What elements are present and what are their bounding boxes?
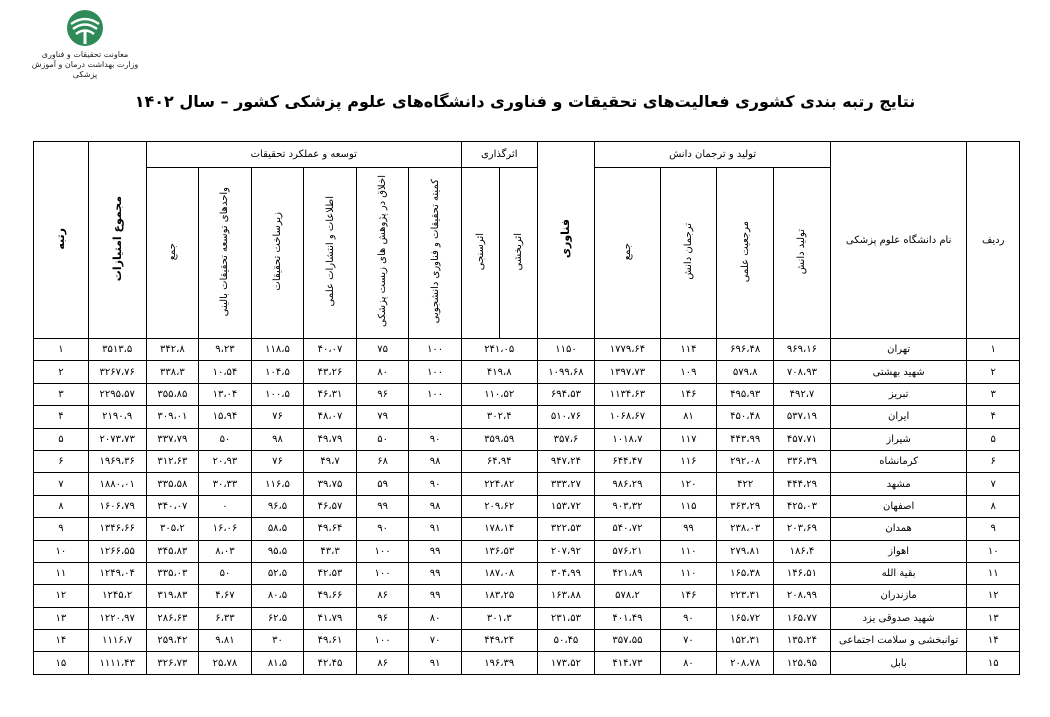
cell-sum-development: ۳۲۶،۷۳ (146, 652, 199, 674)
cell-rank: ۹ (34, 518, 89, 540)
header-scientific-reference (717, 168, 774, 339)
cell-knowledge-translation: ۷۰ (660, 630, 717, 652)
cell-rank: ۱۰ (34, 540, 89, 562)
cell-total: ۱۱۱۱،۴۳ (88, 652, 146, 674)
cell-total: ۱۲۴۹،۰۴ (88, 562, 146, 584)
table-row (34, 540, 1020, 562)
cell-knowledge-translation: ۸۱ (660, 406, 717, 428)
cell-ethics: ۵۹ (356, 473, 409, 495)
header-group-impact: اثرگذاری (461, 142, 537, 168)
header-knowledge-production-label: تولید دانش (796, 228, 808, 275)
cell-info-publications: ۴۳،۲۶ (304, 361, 357, 383)
cell-name: اهواز (830, 540, 967, 562)
cell-scientific-reference: ۴۹۵،۹۳ (717, 383, 774, 405)
cell-infrastructure: ۱۱۸،۵ (251, 339, 304, 361)
cell-rank: ۱۲ (34, 585, 89, 607)
cell-clinical-units: ۱۳،۰۴ (199, 383, 252, 405)
cell-name: بقیة الله (830, 562, 967, 584)
cell-knowledge-translation: ۸۰ (660, 652, 717, 674)
cell-student-committee: ۹۹ (409, 585, 462, 607)
cell-knowledge-production: ۱۶۵،۷۷ (774, 607, 831, 629)
cell-knowledge-production: ۴۹۲،۷ (774, 383, 831, 405)
cell-ethics: ۹۶ (356, 607, 409, 629)
table-row (34, 562, 1020, 584)
cell-scientific-reference: ۴۴۳،۹۹ (717, 428, 774, 450)
header-impact-measure (461, 168, 499, 339)
cell-scientific-reference: ۱۶۵،۳۸ (717, 562, 774, 584)
cell-knowledge-production: ۴۲۵،۰۳ (774, 495, 831, 517)
cell-clinical-units: ۱۶،۰۶ (199, 518, 252, 540)
ranking-table (33, 141, 1020, 675)
cell-rank: ۱۳ (34, 607, 89, 629)
cell-clinical-units: ۳۰،۳۳ (199, 473, 252, 495)
cell-technology: ۹۴۷،۲۴ (537, 450, 595, 472)
cell-info-publications: ۴۹،۷۹ (304, 428, 357, 450)
cell-technology: ۱۶۳،۸۸ (537, 585, 595, 607)
cell-radif: ۵ (967, 428, 1020, 450)
cell-infrastructure: ۷۶ (251, 450, 304, 472)
cell-impact-measure: ۱۹۶،۳۹ (461, 652, 537, 674)
header-total-label: مجموع امتیازات (110, 195, 124, 282)
cell-knowledge-production: ۱۸۶،۴ (774, 540, 831, 562)
cell-technology: ۱۰۹۹،۶۸ (537, 361, 595, 383)
cell-rank: ۵ (34, 428, 89, 450)
cell-name: همدان (830, 518, 967, 540)
cell-radif: ۱۵ (967, 652, 1020, 674)
cell-sum-development: ۳۴۲،۸ (146, 339, 199, 361)
cell-knowledge-production: ۹۶۹،۱۶ (774, 339, 831, 361)
tree-logo-icon (63, 8, 107, 48)
cell-scientific-reference: ۱۶۵،۷۲ (717, 607, 774, 629)
cell-radif: ۹ (967, 518, 1020, 540)
cell-name: شهید بهشتی (830, 361, 967, 383)
cell-radif: ۱۴ (967, 630, 1020, 652)
cell-knowledge-translation: ۱۴۶ (660, 383, 717, 405)
cell-knowledge-production: ۵۳۷،۱۹ (774, 406, 831, 428)
cell-infrastructure: ۱۰۰،۵ (251, 383, 304, 405)
table-row (34, 607, 1020, 629)
cell-student-committee: ۱۰۰ (409, 361, 462, 383)
cell-technology: ۳۰۴،۹۹ (537, 562, 595, 584)
cell-sum-knowledge: ۱۰۶۸،۶۷ (595, 406, 660, 428)
cell-ethics: ۷۹ (356, 406, 409, 428)
header-ethics (356, 168, 409, 339)
cell-scientific-reference: ۴۵۰،۴۸ (717, 406, 774, 428)
cell-impact-measure: ۲۲۴،۸۲ (461, 473, 537, 495)
header-effectiveness-label: اثربخشی (512, 232, 524, 271)
cell-total: ۲۲۹۵،۵۷ (88, 383, 146, 405)
cell-sum-knowledge: ۳۵۷،۵۵ (595, 630, 660, 652)
cell-total: ۱۱۱۶،۷ (88, 630, 146, 652)
cell-student-committee: ۹۰ (409, 428, 462, 450)
cell-info-publications: ۴۹،۷ (304, 450, 357, 472)
header-infrastructure (251, 168, 304, 339)
header-technology (537, 142, 595, 339)
cell-total: ۱۳۴۶،۶۶ (88, 518, 146, 540)
cell-clinical-units: ۰ (199, 495, 252, 517)
cell-name: شیراز (830, 428, 967, 450)
cell-knowledge-translation: ۱۱۵ (660, 495, 717, 517)
cell-name: تبریز (830, 383, 967, 405)
cell-total: ۲۰۷۳،۷۳ (88, 428, 146, 450)
cell-radif: ۶ (967, 450, 1020, 472)
ministry-logo (20, 8, 150, 79)
cell-knowledge-translation: ۱۱۶ (660, 450, 717, 472)
cell-scientific-reference: ۱۵۲،۳۱ (717, 630, 774, 652)
cell-sum-knowledge: ۴۱۴،۷۳ (595, 652, 660, 674)
cell-total: ۱۲۶۶،۵۵ (88, 540, 146, 562)
cell-name: مازندران (830, 585, 967, 607)
header-effectiveness (499, 168, 537, 339)
cell-sum-knowledge: ۵۴۰،۷۲ (595, 518, 660, 540)
cell-sum-development: ۳۰۵،۲ (146, 518, 199, 540)
cell-infrastructure: ۵۸،۵ (251, 518, 304, 540)
table-row (34, 585, 1020, 607)
header-info-publications-label: اطلاعات و انتشارات علمی (324, 196, 336, 307)
cell-sum-development: ۳۱۹،۸۳ (146, 585, 199, 607)
cell-ethics: ۱۰۰ (356, 540, 409, 562)
cell-total: ۳۲۶۷،۷۶ (88, 361, 146, 383)
cell-name: ایران (830, 406, 967, 428)
cell-scientific-reference: ۲۰۸،۷۸ (717, 652, 774, 674)
cell-rank: ۱ (34, 339, 89, 361)
cell-technology: ۱۵۳،۷۲ (537, 495, 595, 517)
cell-ethics: ۹۰ (356, 518, 409, 540)
cell-knowledge-production: ۱۳۵،۲۴ (774, 630, 831, 652)
cell-student-committee: ۱۰۰ (409, 383, 462, 405)
cell-technology: ۳۵۷،۶ (537, 428, 595, 450)
logo-line-1: معاونت تحقیقات و فناوری (41, 50, 129, 59)
cell-sum-development: ۳۰۹،۰۱ (146, 406, 199, 428)
cell-total: ۱۲۲۰،۹۷ (88, 607, 146, 629)
table-row (34, 652, 1020, 674)
cell-radif: ۷ (967, 473, 1020, 495)
cell-clinical-units: ۶،۳۳ (199, 607, 252, 629)
cell-name: شهید صدوقی یزد (830, 607, 967, 629)
cell-total: ۱۹۶۹،۳۶ (88, 450, 146, 472)
cell-radif: ۱۳ (967, 607, 1020, 629)
table-row (34, 361, 1020, 383)
cell-rank: ۳ (34, 383, 89, 405)
header-knowledge-production (774, 168, 831, 339)
cell-rank: ۱۵ (34, 652, 89, 674)
cell-impact-measure: ۴۴۹،۲۴ (461, 630, 537, 652)
cell-info-publications: ۳۹،۷۵ (304, 473, 357, 495)
cell-infrastructure: ۱۱۶،۵ (251, 473, 304, 495)
cell-knowledge-production: ۱۲۵،۹۵ (774, 652, 831, 674)
cell-infrastructure: ۹۸ (251, 428, 304, 450)
cell-knowledge-translation: ۱۱۰ (660, 562, 717, 584)
table-row (34, 383, 1020, 405)
table-row (34, 406, 1020, 428)
cell-knowledge-production: ۷۰۸،۹۳ (774, 361, 831, 383)
cell-scientific-reference: ۶۹۶،۴۸ (717, 339, 774, 361)
cell-sum-knowledge: ۱۷۷۹،۶۴ (595, 339, 660, 361)
cell-radif: ۳ (967, 383, 1020, 405)
cell-info-publications: ۴۹،۶۶ (304, 585, 357, 607)
cell-student-committee: ۹۱ (409, 518, 462, 540)
table-row (34, 428, 1020, 450)
header-rank (34, 142, 89, 339)
cell-infrastructure: ۱۰۴،۵ (251, 361, 304, 383)
cell-impact-measure: ۳۰۲،۴ (461, 406, 537, 428)
cell-info-publications: ۴۸،۰۷ (304, 406, 357, 428)
cell-clinical-units: ۹،۲۳ (199, 339, 252, 361)
header-ethics-label: اخلاق در پژوهش های زیست پزشکی (377, 175, 389, 328)
cell-info-publications: ۴۲،۴۵ (304, 652, 357, 674)
cell-impact-measure: ۶۴،۹۴ (461, 450, 537, 472)
cell-clinical-units: ۴،۶۷ (199, 585, 252, 607)
header-sum-knowledge-label: جمع (621, 242, 633, 261)
cell-scientific-reference: ۲۷۹،۸۱ (717, 540, 774, 562)
cell-clinical-units: ۱۰،۵۴ (199, 361, 252, 383)
cell-impact-measure: ۲۴۱،۰۵ (461, 339, 537, 361)
cell-rank: ۱۱ (34, 562, 89, 584)
cell-infrastructure: ۸۰،۵ (251, 585, 304, 607)
cell-info-publications: ۴۱،۷۹ (304, 607, 357, 629)
cell-scientific-reference: ۲۹۲،۰۸ (717, 450, 774, 472)
cell-sum-knowledge: ۱۳۹۷،۷۳ (595, 361, 660, 383)
cell-technology: ۳۲۲،۵۳ (537, 518, 595, 540)
cell-impact-measure: ۱۱۰،۵۲ (461, 383, 537, 405)
cell-knowledge-production: ۴۵۷،۷۱ (774, 428, 831, 450)
cell-rank: ۱۴ (34, 630, 89, 652)
cell-impact-measure: ۱۸۷،۰۸ (461, 562, 537, 584)
cell-ethics: ۷۵ (356, 339, 409, 361)
cell-technology: ۵۱۰،۷۶ (537, 406, 595, 428)
cell-radif: ۱ (967, 339, 1020, 361)
cell-student-committee: ۱۰۰ (409, 339, 462, 361)
table-row (34, 450, 1020, 472)
cell-sum-development: ۳۳۸،۳ (146, 361, 199, 383)
header-clinical-units (199, 168, 252, 339)
cell-scientific-reference: ۳۶۳،۲۹ (717, 495, 774, 517)
cell-knowledge-translation: ۱۱۴ (660, 339, 717, 361)
cell-rank: ۶ (34, 450, 89, 472)
header-infrastructure-label: زیرساخت تحقیقات (271, 212, 283, 291)
cell-impact-measure: ۴۱۹،۸ (461, 361, 537, 383)
cell-total: ۱۲۴۵،۲ (88, 585, 146, 607)
cell-sum-knowledge: ۴۲۱،۸۹ (595, 562, 660, 584)
cell-sum-knowledge: ۵۷۶،۲۱ (595, 540, 660, 562)
header-student-committee (409, 168, 462, 339)
cell-infrastructure: ۷۶ (251, 406, 304, 428)
cell-info-publications: ۴۶،۵۷ (304, 495, 357, 517)
cell-infrastructure: ۹۵،۵ (251, 540, 304, 562)
cell-name: توانبخشی و سلامت اجتماعی (830, 630, 967, 652)
cell-technology: ۱۷۳،۵۲ (537, 652, 595, 674)
cell-sum-knowledge: ۱۰۱۸،۷ (595, 428, 660, 450)
cell-clinical-units: ۵۰ (199, 428, 252, 450)
cell-info-publications: ۴۲،۵۳ (304, 562, 357, 584)
page-title: نتایج رتبه بندی کشوری فعالیت‌های تحقیقات و فناوری دانشگاه‌های علوم پزشکی کشور – سال ۱۴۰۲ (134, 92, 916, 111)
cell-ethics: ۹۹ (356, 495, 409, 517)
cell-clinical-units: ۱۵،۹۴ (199, 406, 252, 428)
cell-total: ۲۱۹۰،۹ (88, 406, 146, 428)
cell-impact-measure: ۳۵۹،۵۹ (461, 428, 537, 450)
cell-knowledge-translation: ۹۰ (660, 607, 717, 629)
header-knowledge-translation (660, 168, 717, 339)
cell-clinical-units: ۸،۰۳ (199, 540, 252, 562)
cell-impact-measure: ۱۳۶،۵۳ (461, 540, 537, 562)
cell-total: ۱۶۰۶،۷۹ (88, 495, 146, 517)
cell-radif: ۱۰ (967, 540, 1020, 562)
header-sum-knowledge (595, 168, 660, 339)
cell-technology: ۲۰۷،۹۲ (537, 540, 595, 562)
cell-scientific-reference: ۵۷۹،۸ (717, 361, 774, 383)
header-sum-development-label: جمع (166, 242, 178, 261)
cell-info-publications: ۴۳،۳ (304, 540, 357, 562)
cell-technology: ۱۱۵۰ (537, 339, 595, 361)
header-technology-label: فناوری (559, 218, 573, 259)
cell-sum-development: ۳۳۵،۵۸ (146, 473, 199, 495)
cell-radif: ۱۱ (967, 562, 1020, 584)
cell-sum-knowledge: ۹۸۶،۲۹ (595, 473, 660, 495)
cell-student-committee: ۹۹ (409, 540, 462, 562)
cell-radif: ۲ (967, 361, 1020, 383)
header-impact-measure-label: اثرسنجی (474, 232, 486, 271)
cell-ethics: ۱۰۰ (356, 630, 409, 652)
cell-knowledge-production: ۲۰۸،۹۹ (774, 585, 831, 607)
cell-name: اصفهان (830, 495, 967, 517)
cell-info-publications: ۴۶،۳۱ (304, 383, 357, 405)
cell-impact-measure: ۳۰۱،۳ (461, 607, 537, 629)
cell-total: ۱۸۸۰،۰۱ (88, 473, 146, 495)
cell-infrastructure: ۶۲،۵ (251, 607, 304, 629)
header-sum-development (146, 168, 199, 339)
header-rank-label: رتبه (54, 227, 68, 250)
cell-knowledge-production: ۳۳۶،۳۹ (774, 450, 831, 472)
cell-knowledge-production: ۲۰۳،۶۹ (774, 518, 831, 540)
header-group-development: توسعه و عملکرد تحقیقات (146, 142, 461, 168)
cell-sum-development: ۳۴۰،۰۷ (146, 495, 199, 517)
cell-knowledge-production: ۱۴۶،۵۱ (774, 562, 831, 584)
cell-infrastructure: ۳۰ (251, 630, 304, 652)
cell-sum-development: ۳۳۷،۷۹ (146, 428, 199, 450)
cell-name: تهران (830, 339, 967, 361)
cell-student-committee: ۹۱ (409, 652, 462, 674)
cell-ethics: ۵۰ (356, 428, 409, 450)
table-row (34, 473, 1020, 495)
cell-scientific-reference: ۲۲۳،۳۱ (717, 585, 774, 607)
cell-rank: ۴ (34, 406, 89, 428)
cell-infrastructure: ۸۱،۵ (251, 652, 304, 674)
cell-technology: ۵۰،۴۵ (537, 630, 595, 652)
cell-ethics: ۶۸ (356, 450, 409, 472)
cell-clinical-units: ۲۵،۷۸ (199, 652, 252, 674)
cell-sum-knowledge: ۹۰۳،۳۲ (595, 495, 660, 517)
cell-info-publications: ۴۹،۶۱ (304, 630, 357, 652)
header-student-committee-label: کمیته تحقیقات و فناوری دانشجویی (429, 179, 441, 324)
cell-ethics: ۸۶ (356, 652, 409, 674)
cell-sum-development: ۳۵۵،۸۵ (146, 383, 199, 405)
cell-ethics: ۸۶ (356, 585, 409, 607)
cell-infrastructure: ۵۲،۵ (251, 562, 304, 584)
header-info-publications (304, 168, 357, 339)
header-radif: ردیف (967, 142, 1020, 339)
cell-sum-knowledge: ۵۷۸،۲ (595, 585, 660, 607)
cell-knowledge-translation: ۱۲۰ (660, 473, 717, 495)
cell-knowledge-production: ۴۴۴،۲۹ (774, 473, 831, 495)
cell-student-committee: ۹۸ (409, 450, 462, 472)
cell-student-committee: ۷۰ (409, 630, 462, 652)
cell-sum-development: ۲۸۶،۶۳ (146, 607, 199, 629)
cell-technology: ۲۳۱،۵۳ (537, 607, 595, 629)
cell-impact-measure: ۲۰۹،۶۲ (461, 495, 537, 517)
cell-rank: ۲ (34, 361, 89, 383)
cell-sum-development: ۲۵۹،۴۲ (146, 630, 199, 652)
cell-impact-measure: ۱۷۸،۱۴ (461, 518, 537, 540)
cell-sum-development: ۳۳۵،۰۳ (146, 562, 199, 584)
table-row (34, 630, 1020, 652)
header-knowledge-translation-label: ترجمان دانش (682, 223, 694, 280)
table-row (34, 339, 1020, 361)
cell-student-committee (409, 406, 462, 428)
cell-name: مشهد (830, 473, 967, 495)
cell-scientific-reference: ۴۲۲ (717, 473, 774, 495)
cell-clinical-units: ۵۰ (199, 562, 252, 584)
cell-name: کرمانشاه (830, 450, 967, 472)
cell-radif: ۴ (967, 406, 1020, 428)
cell-sum-development: ۳۴۵،۸۳ (146, 540, 199, 562)
cell-student-committee: ۹۸ (409, 495, 462, 517)
cell-ethics: ۱۰۰ (356, 562, 409, 584)
cell-knowledge-translation: ۱۱۰ (660, 540, 717, 562)
cell-knowledge-translation: ۹۹ (660, 518, 717, 540)
header-total (88, 142, 146, 339)
cell-sum-knowledge: ۶۴۴،۴۷ (595, 450, 660, 472)
cell-technology: ۳۳۳،۲۷ (537, 473, 595, 495)
header-scientific-reference-label: مرجعیت علمی (739, 220, 751, 283)
cell-info-publications: ۴۰،۰۷ (304, 339, 357, 361)
table-row (34, 518, 1020, 540)
cell-student-committee: ۸۰ (409, 607, 462, 629)
cell-name: بابل (830, 652, 967, 674)
cell-student-committee: ۹۹ (409, 562, 462, 584)
cell-clinical-units: ۲۰،۹۳ (199, 450, 252, 472)
cell-infrastructure: ۹۶،۵ (251, 495, 304, 517)
cell-sum-development: ۳۱۲،۶۳ (146, 450, 199, 472)
cell-ethics: ۹۶ (356, 383, 409, 405)
cell-student-committee: ۹۰ (409, 473, 462, 495)
cell-sum-knowledge: ۱۱۳۴،۶۳ (595, 383, 660, 405)
cell-rank: ۸ (34, 495, 89, 517)
header-name: نام دانشگاه علوم پزشکی (830, 142, 967, 339)
logo-line-2: وزارت بهداشت درمان و آموزش پزشکی (31, 60, 139, 79)
cell-sum-knowledge: ۴۰۱،۴۹ (595, 607, 660, 629)
header-clinical-units-label: واحدهای توسعه تحقیقات بالینی (219, 186, 231, 317)
table-row (34, 495, 1020, 517)
cell-scientific-reference: ۲۳۸،۰۳ (717, 518, 774, 540)
cell-total: ۳۵۱۳،۵ (88, 339, 146, 361)
cell-radif: ۸ (967, 495, 1020, 517)
cell-impact-measure: ۱۸۳،۲۵ (461, 585, 537, 607)
cell-radif: ۱۲ (967, 585, 1020, 607)
cell-knowledge-translation: ۱۰۹ (660, 361, 717, 383)
cell-knowledge-translation: ۱۱۷ (660, 428, 717, 450)
cell-technology: ۶۹۴،۵۳ (537, 383, 595, 405)
cell-rank: ۷ (34, 473, 89, 495)
cell-info-publications: ۴۹،۶۴ (304, 518, 357, 540)
cell-knowledge-translation: ۱۴۶ (660, 585, 717, 607)
header-group-knowledge: تولید و ترجمان دانش (595, 142, 830, 168)
cell-clinical-units: ۹،۸۱ (199, 630, 252, 652)
cell-ethics: ۸۰ (356, 361, 409, 383)
